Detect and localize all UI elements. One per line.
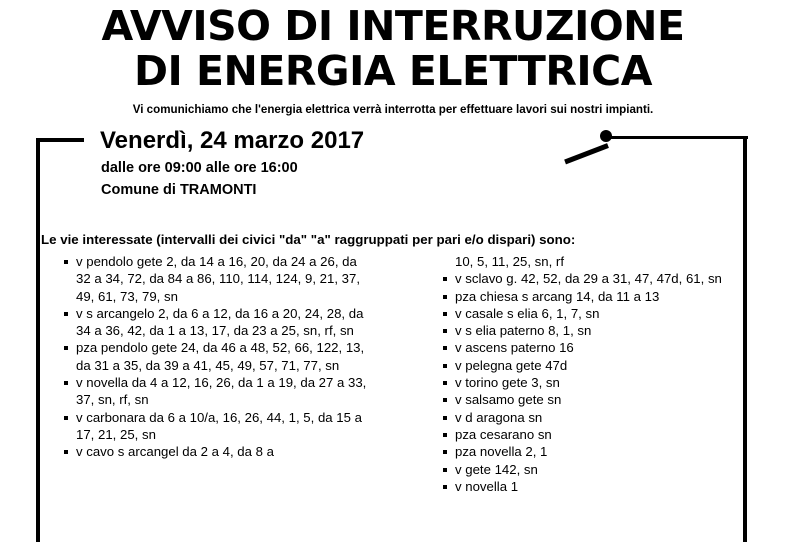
list-item: pza chiesa s arcang 14, da 11 a 13 <box>441 288 741 305</box>
list-item: pza cesarano sn <box>441 426 741 443</box>
streets-list-left <box>62 253 372 461</box>
hanger-pin-icon <box>600 130 612 142</box>
list-item: v pendolo gete 2, da 14 a 16, 20, da 24 a 26, da 32 a 34, 72, da 84 a 86, 110, 114, 124, 9, 21, 37, 49, 61, 73, 79, sn <box>62 253 372 305</box>
list-item: v s elia paterno 8, 1, sn <box>441 322 741 339</box>
list-item: v gete 142, sn <box>441 461 741 478</box>
frame-top-left-border <box>36 138 84 142</box>
list-item: pza pendolo gete 24, da 46 a 48, 52, 66, 122, 13, da 31 a 35, da 39 a 41, 45, 49, 57, 71, 77, sn <box>62 339 372 374</box>
streets-list-right <box>441 253 741 495</box>
list-item: v torino gete 3, sn <box>441 374 741 391</box>
frame-right-border <box>743 136 747 542</box>
list-item: v novella da 4 a 12, 16, 26, da 1 a 19, da 27 a 33, 37, sn, rf, sn <box>62 374 372 409</box>
list-item-continued: 10, 5, 11, 25, sn, rf <box>455 254 564 269</box>
list-item: v pelegna gete 47d <box>441 357 741 374</box>
notice-title-line-1: AVVISO DI INTERRUZIONE <box>101 2 685 50</box>
notice-title-line-2: DI ENERGIA ELETTRICA <box>133 47 653 95</box>
interruption-comune: Comune di TRAMONTI <box>101 182 257 198</box>
list-item: v carbonara da 6 a 10/a, 16, 26, 44, 1, 5, da 15 a 17, 21, 25, sn <box>62 409 372 444</box>
interruption-hours: dalle ore 09:00 alle ore 16:00 <box>101 160 298 176</box>
streets-intro: Le vie interessate (intervalli dei civici "da" "a" raggruppati per pari e/o dispari) sono: <box>41 232 576 247</box>
list-item: v sclavo g. 42, 52, da 29 a 31, 47, 47d, 61, sn <box>441 270 741 287</box>
list-item: v d aragona sn <box>441 409 741 426</box>
frame-top-right-border <box>606 136 748 139</box>
frame-left-border <box>36 138 40 542</box>
list-item: v cavo s arcangel da 2 a 4, da 8 a <box>62 443 372 460</box>
list-item: v novella 1 <box>441 478 741 495</box>
list-item: v s arcangelo 2, da 6 a 12, da 16 a 20, 24, 28, da 34 a 36, 42, da 1 a 13, 17, da 23 a 25, sn, rf, sn <box>62 305 372 340</box>
list-item: v casale s elia 6, 1, 7, sn <box>441 305 741 322</box>
list-item: v salsamo gete sn <box>441 391 741 408</box>
interruption-date: Venerdì, 24 marzo 2017 <box>100 127 365 154</box>
notice-subtitle: Vi comunichiamo che l'energia elettrica verrà interrotta per effettuare lavori sui nostri impianti. <box>132 103 654 116</box>
list-item: v ascens paterno 16 <box>441 339 741 356</box>
hanger-wire-icon <box>564 143 609 164</box>
list-item: pza novella 2, 1 <box>441 443 741 460</box>
